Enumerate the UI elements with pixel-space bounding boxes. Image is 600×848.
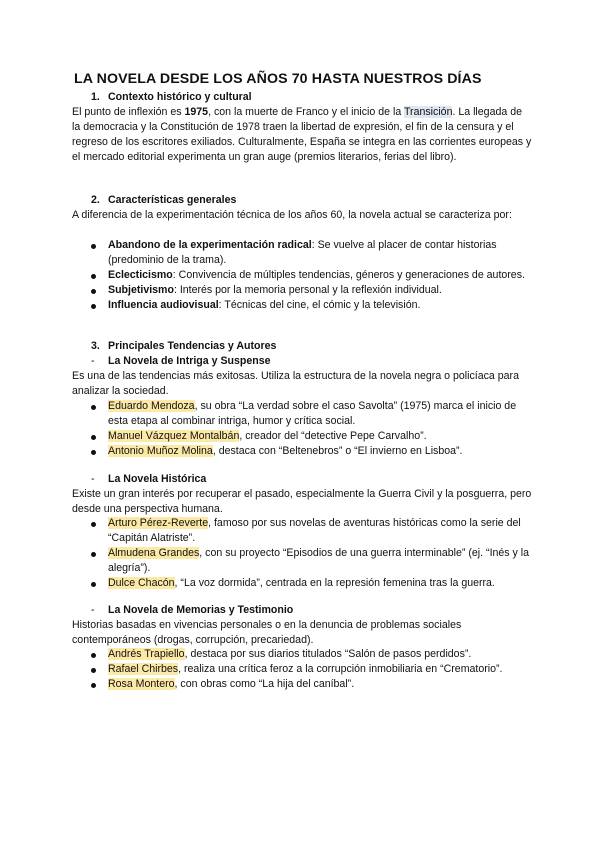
subsection-intro-text: Historias basadas en vivencias personales o en la denuncia de problemas sociales contemporáneos (drogas, corrupción, precariedad). — [72, 619, 462, 646]
list-item — [91, 576, 531, 591]
section-3-title: Principales Tendencias y Autores — [108, 340, 277, 352]
dash-marker: - — [91, 473, 95, 485]
bullet-icon — [91, 552, 96, 557]
subsection-intro-text: Es una de las tendencias más exitosas. Utiliza la estructura de la novela negra o policíaca para analizar la sociedad. — [72, 370, 519, 397]
subsection-historica-list — [91, 516, 531, 591]
list-item-text: : Interés por la memoria personal y la reflexión individual. — [173, 284, 442, 296]
subsection-intriga-heading — [91, 354, 271, 369]
author-highlight: Dulce Chacón — [108, 577, 175, 589]
list-item — [91, 429, 531, 444]
subsection-intro-text: Existe un gran interés por recuperar el pasado, especialmente la Guerra Civil y la posguerra, pero desde una perspectiva humana. — [72, 488, 532, 515]
bullet-icon — [91, 668, 96, 673]
list-item-text: : Se vuelve al placer de contar historias (predominio de la trama). — [108, 239, 497, 266]
bullet-icon — [91, 683, 96, 688]
bullet-icon — [91, 244, 96, 249]
subsection-intriga-list — [91, 399, 531, 459]
section-2-intro — [72, 208, 532, 223]
subsection-historica-heading — [91, 472, 206, 487]
author-highlight: Arturo Pérez-Reverte — [108, 517, 209, 529]
section-2-intro-text: A diferencia de la experimentación técnica de los años 60, la novela actual se caracteriza por: — [72, 209, 512, 221]
list-item — [91, 677, 531, 692]
bullet-icon — [91, 405, 96, 410]
author-highlight: Eduardo Mendoza — [108, 400, 195, 412]
section-2-title: Características generales — [108, 194, 237, 206]
list-item — [91, 268, 531, 283]
subsection-memorias-intro — [72, 618, 532, 648]
author-highlight: Rosa Montero — [108, 678, 175, 690]
list-item-term: Eclecticismo — [108, 269, 173, 281]
section-1-year: 1975 — [184, 106, 209, 118]
section-1-text-c: . La llegada de la democracia y la Constitución de 1978 traen la libertad de expresión, el fin de la censura y el regreso de los escritores exiliados. Culturalmente, España se integra en las corrientes europeas y el mercado editorial experimenta un gran auge (premios literarios, ferias del libro). — [72, 106, 532, 163]
list-item-text: , con obras como “La hija del caníbal”. — [174, 678, 355, 690]
section-1-text-a: El punto de inflexión es — [72, 106, 185, 118]
bullet-icon — [91, 653, 96, 658]
section-2-number: 2. — [91, 194, 100, 206]
list-item-term: Influencia audiovisual — [108, 299, 219, 311]
section-1-paragraph — [72, 105, 532, 165]
list-item-text: , realiza una crítica feroz a la corrupción inmobiliaria en “Crematorio”. — [178, 663, 503, 675]
section-1-title: Contexto histórico y cultural — [108, 91, 252, 103]
list-item-text: , famoso por sus novelas de aventuras históricas como la serie del “Capitán Alatriste”. — [108, 517, 521, 544]
list-item — [91, 516, 531, 546]
bullet-icon — [91, 274, 96, 279]
dash-marker: - — [91, 355, 95, 367]
section-3-number: 3. — [91, 340, 100, 352]
subsection-historica-intro — [72, 487, 532, 517]
document-title: LA NOVELA DESDE LOS AÑOS 70 HASTA NUESTROS DÍAS — [74, 71, 482, 87]
list-item — [91, 662, 531, 677]
author-highlight: Antonio Muñoz Molina — [108, 445, 213, 457]
list-item — [91, 298, 531, 313]
list-item-text: , creador del “detective Pepe Carvalho”. — [239, 430, 427, 442]
section-1-heading — [91, 90, 252, 105]
list-item-term: Subjetivismo — [108, 284, 174, 296]
bullet-icon — [91, 304, 96, 309]
bullet-icon — [91, 289, 96, 294]
author-highlight: Rafael Chirbes — [108, 663, 179, 675]
list-item-text: , su obra “La verdad sobre el caso Savolta” (1975) marca el inicio de esta etapa al combinar intriga, humor y crítica social. — [108, 400, 517, 427]
dash-marker: - — [91, 604, 95, 616]
subsection-memorias-list — [91, 647, 531, 692]
subsection-intriga-intro — [72, 369, 532, 399]
list-item-text: : Convivencia de múltiples tendencias, géneros y generaciones de autores. — [172, 269, 525, 281]
list-item — [91, 399, 531, 429]
list-item-text: , “La voz dormida”, centrada en la represión femenina tras la guerra. — [174, 577, 495, 589]
section-3-heading — [91, 339, 276, 354]
author-highlight: Andrés Trapiello — [108, 648, 185, 660]
list-item-text: , con su proyecto “Episodios de una guerra interminable” (ej. “Inés y la alegría”). — [108, 547, 530, 574]
bullet-icon — [91, 450, 96, 455]
list-item-term: Abandono de la experimentación radical — [108, 239, 312, 251]
list-item — [91, 238, 531, 268]
bullet-icon — [91, 522, 96, 527]
list-item — [91, 283, 531, 298]
section-1-transicion-highlight: Transición — [403, 106, 453, 118]
subsection-title: La Novela de Memorias y Testimonio — [108, 604, 294, 616]
author-highlight: Almudena Grandes — [108, 547, 200, 559]
list-item — [91, 546, 531, 576]
list-item — [91, 647, 531, 662]
author-highlight: Manuel Vázquez Montalbán — [108, 430, 240, 442]
section-2-heading — [91, 193, 236, 208]
subsection-memorias-heading — [91, 603, 293, 618]
bullet-icon — [91, 582, 96, 587]
bullet-icon — [91, 435, 96, 440]
section-2-list — [91, 238, 531, 313]
list-item-text: , destaca por sus diarios titulados “Salón de pasos perdidos”. — [184, 648, 472, 660]
subsection-title: La Novela Histórica — [108, 473, 207, 485]
section-1-text-b: , con la muerte de Franco y el inicio de la — [208, 106, 404, 118]
subsection-title: La Novela de Intriga y Suspense — [108, 355, 271, 367]
list-item-text: , destaca con “Beltenebros” o “El invierno en Lisboa”. — [212, 445, 463, 457]
list-item-text: : Técnicas del cine, el cómic y la televisión. — [218, 299, 421, 311]
section-1-number: 1. — [91, 91, 100, 103]
list-item — [91, 444, 531, 459]
